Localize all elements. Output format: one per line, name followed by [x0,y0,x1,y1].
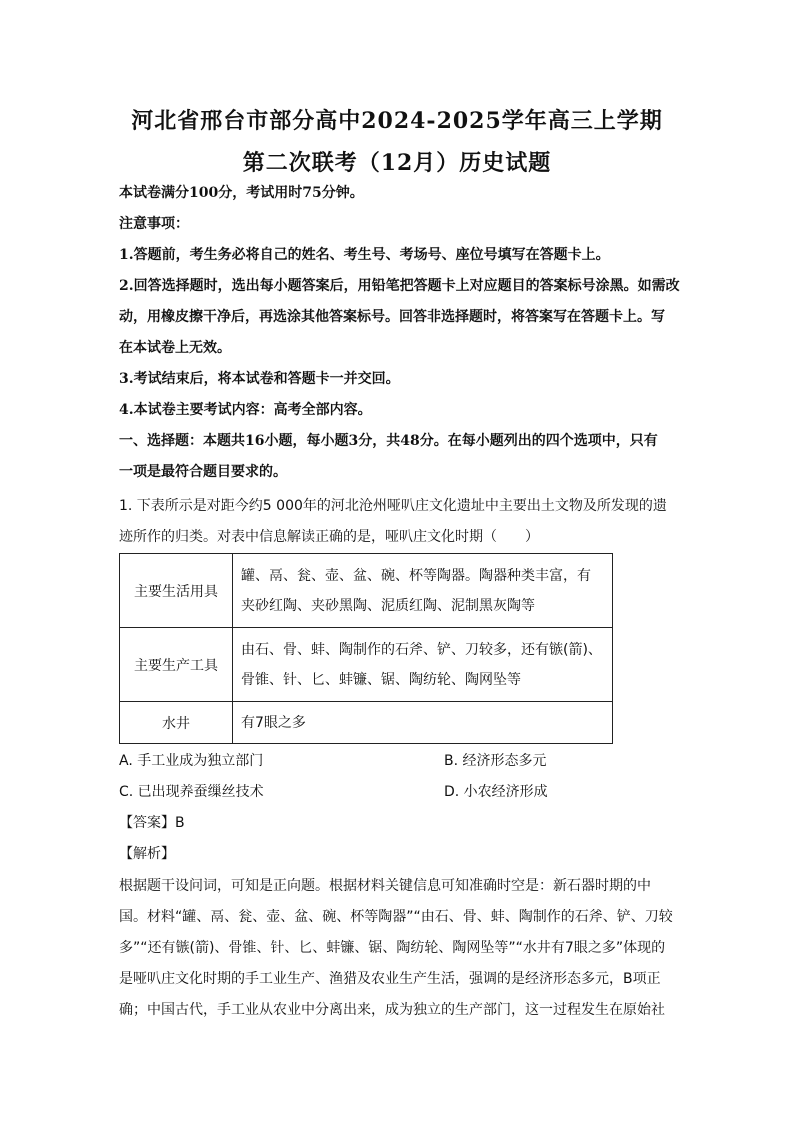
table-row-label: 主要生活用具 [120,554,233,628]
notice-item-2-line2: 动，用橡皮擦干净后，再选涂其他答案标号。回答非选择题时，将答案写在答题卡上。写 [119,309,665,325]
question-1-stem-line2: 迹所作的归类。对表中信息解读正确的是，哑叭庄文化时期（ ） [119,529,539,545]
option-c: C. 已出现养蚕缫丝技术 [119,784,264,800]
table-row-label: 主要生产工具 [120,628,233,702]
table-row-content: 有7眼之多 [233,702,613,744]
notice-item-2-line1: 2.回答选择题时，选出每小题答案后，用铅笔把答题卡上对应题目的答案标号涂黑。如需改 [119,278,680,294]
notice-item-3: 3.考试结束后，将本试卷和答题卡一并交回。 [119,371,400,387]
table-row-content: 由石、骨、蚌、陶制作的石斧、铲、刀较多，还有镞(箭)、骨锥、针、匕、蚌镰、锯、陶纺轮、陶网坠等 [233,628,613,702]
option-b: B. 经济形态多元 [444,753,547,769]
table-row [120,554,613,628]
analysis-label: 【解析】 [119,846,175,862]
notice-item-1: 1.答题前，考生务必将自己的姓名、考生号、考场号、座位号填写在答题卡上。 [119,247,610,263]
notice-item-2-line3: 在本试卷上无效。 [119,340,231,356]
table-row-label: 水井 [120,702,233,744]
notice-heading: 注意事项： [119,216,189,232]
score-line: 本试卷满分100分，考试用时75分钟。 [119,185,364,201]
table-row-content: 罐、鬲、瓮、壶、盆、碗、杯等陶器。陶器种类丰富，有夹砂红陶、夹砂黑陶、泥质红陶、泥制黑灰陶等 [233,554,613,628]
artifact-table [119,553,613,744]
section-heading-line2: 一项是最符合题目要求的。 [119,464,287,480]
analysis-line-3: 多”“还有镞(箭)、骨锥、针、匕、蚌镰、锯、陶纺轮、陶网坠等”“水井有7眼之多”体现的 [119,940,666,956]
option-d: D. 小农经济形成 [444,784,548,800]
section-heading-line1: 一、选择题：本题共16小题，每小题3分，共48分。在每小题列出的四个选项中，只有 [119,433,658,449]
option-a: A. 手工业成为独立部门 [119,753,264,769]
answer-line: 【答案】B [119,815,185,831]
analysis-line-1: 根据题干设问词，可知是正向题。根据材料关键信息可知准确时空是：新石器时期的中 [119,878,651,894]
exam-title-line1: 河北省邢台市部分高中2024-2025学年高三上学期 [131,108,663,134]
analysis-line-2: 国。材料“罐、鬲、瓮、壶、盆、碗、杯等陶器”“由石、骨、蚌、陶制作的石斧、铲、刀较 [119,909,673,925]
table-row [120,702,613,744]
question-1-stem-line1: 1. 下表所示是对距今约5 000年的河北沧州哑叭庄文化遗址中主要出土文物及所发现的遗 [119,498,667,514]
analysis-line-5: 确；中国古代，手工业从农业中分离出来，成为独立的生产部门，这一过程发生在原始社 [119,1002,665,1018]
notice-item-4: 4.本试卷主要考试内容：高考全部内容。 [119,402,372,418]
exam-title-line2: 第二次联考（12月）历史试题 [242,150,552,176]
analysis-line-4: 是哑叭庄文化时期的手工业生产、渔猎及农业生产生活，强调的是经济形态多元，B项正 [119,971,661,987]
table-row [120,628,613,702]
